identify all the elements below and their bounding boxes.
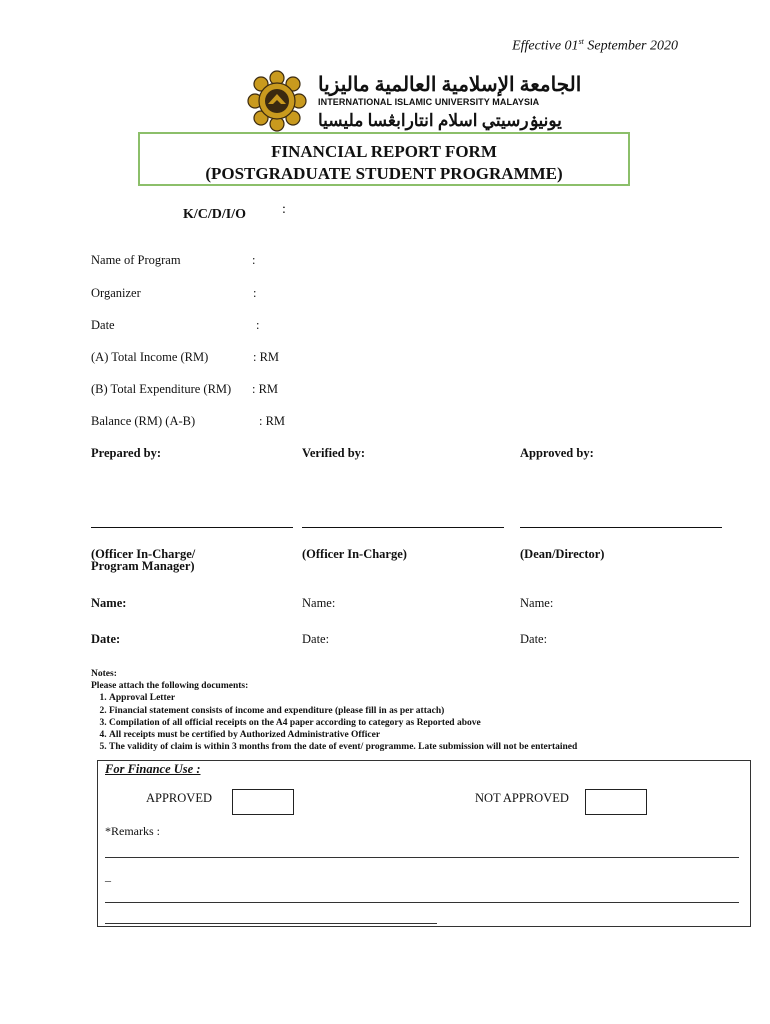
program-name-field[interactable]: : bbox=[252, 253, 256, 267]
prepared-role: (Officer In-Charge/ Program Manager) bbox=[91, 547, 196, 573]
prepared-name-label: Name: bbox=[91, 596, 127, 610]
verified-date-label: Date: bbox=[302, 632, 330, 646]
notes-heading: Notes: bbox=[91, 669, 117, 679]
form-title-line1: FINANCIAL REPORT FORM bbox=[271, 142, 497, 161]
organizer-label: Organizer bbox=[91, 286, 141, 300]
total-income-field[interactable]: : RM bbox=[253, 350, 280, 364]
prepared-signature-line[interactable] bbox=[91, 527, 293, 528]
approved-by-heading: Approved by: bbox=[520, 446, 594, 460]
notes-section bbox=[91, 668, 577, 753]
approved-signature-line[interactable] bbox=[520, 527, 722, 528]
verified-role: (Officer In-Charge) bbox=[302, 547, 407, 561]
finance-use-box bbox=[97, 760, 751, 927]
remarks-line[interactable] bbox=[105, 902, 739, 903]
verified-signature-line[interactable] bbox=[302, 527, 504, 528]
organizer-field[interactable]: : bbox=[253, 286, 257, 300]
approved-name-label: Name: bbox=[520, 596, 554, 610]
remarks-line[interactable] bbox=[105, 923, 437, 924]
remarks-label: *Remarks : bbox=[105, 824, 160, 838]
kcdio-colon: : bbox=[282, 202, 286, 217]
remarks-dash: _ bbox=[105, 869, 111, 883]
university-name-malay: يونيۏرسيتي اسلام انتارابڠسا مليسيا bbox=[318, 111, 562, 130]
balance-label: Balance (RM) (A-B) bbox=[91, 414, 196, 428]
date-field[interactable]: : bbox=[256, 318, 260, 332]
iium-logo-icon bbox=[247, 70, 307, 132]
approved-checkbox[interactable] bbox=[232, 789, 294, 815]
approved-label: APPROVED bbox=[146, 791, 212, 805]
notes-intro: Please attach the following documents: bbox=[91, 681, 249, 692]
program-name-label: Name of Program bbox=[91, 253, 181, 267]
total-expenditure-label: (B) Total Expenditure (RM) bbox=[91, 382, 232, 396]
date-label: Date bbox=[91, 318, 115, 332]
notes-item: 1. Approval Letter bbox=[109, 692, 577, 704]
total-income-label: (A) Total Income (RM) bbox=[91, 350, 209, 364]
total-expenditure-field[interactable]: : RM bbox=[252, 382, 279, 396]
remarks-line[interactable] bbox=[105, 857, 739, 858]
notes-item: 5. The validity of claim is within 3 months from the date of event/ programme. Late submission will not be entertained bbox=[109, 741, 577, 753]
prepared-by-heading: Prepared by: bbox=[91, 446, 162, 460]
verified-by-heading: Verified by: bbox=[302, 446, 366, 460]
kcdio-label: K/C/D/I/O bbox=[183, 207, 247, 222]
prepared-date-label: Date: bbox=[91, 632, 121, 646]
finance-use-title: For Finance Use : bbox=[105, 762, 201, 776]
verified-name-label: Name: bbox=[302, 596, 336, 610]
notes-item: 2. Financial statement consists of income and expenditure (please fill in as per attach) bbox=[109, 705, 577, 717]
notes-item: 3. Compilation of all official receipts on the A4 paper according to category as Reported above bbox=[109, 717, 577, 729]
approved-date-label: Date: bbox=[520, 632, 548, 646]
university-name-english: INTERNATIONAL ISLAMIC UNIVERSITY MALAYSIA bbox=[318, 97, 540, 107]
effective-date: Effective 01st September 2020 bbox=[512, 37, 678, 54]
notes-item: 4. All receipts must be certified by Authorized Administrative Officer bbox=[109, 729, 577, 741]
approved-role: (Dean/Director) bbox=[520, 547, 605, 561]
balance-field[interactable]: : RM bbox=[259, 414, 286, 428]
not-approved-checkbox[interactable] bbox=[585, 789, 647, 815]
university-name-arabic: الجامعة الإسلامية العالمية ماليزيا bbox=[318, 74, 582, 96]
form-title bbox=[138, 132, 630, 186]
notes-list bbox=[91, 692, 577, 753]
form-title-line2: (POSTGRADUATE STUDENT PROGRAMME) bbox=[205, 164, 563, 183]
not-approved-label: NOT APPROVED bbox=[475, 791, 569, 805]
